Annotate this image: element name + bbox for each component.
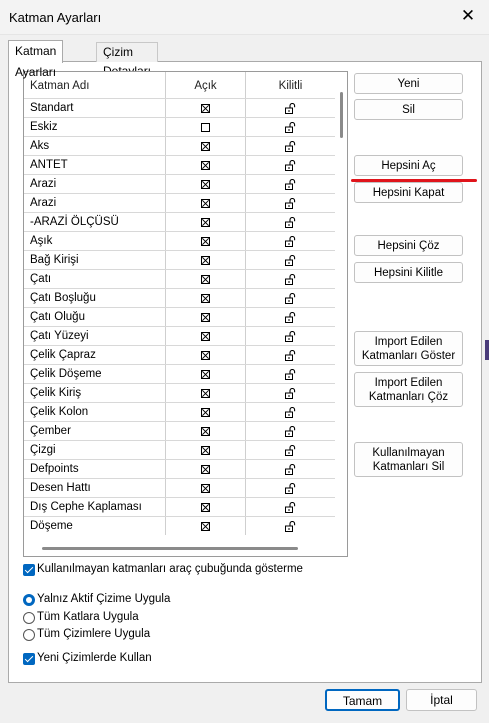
- layer-lock-cell[interactable]: [246, 460, 335, 478]
- layer-open-cell: [166, 384, 247, 402]
- layer-lock-cell[interactable]: [246, 308, 335, 326]
- layer-row[interactable]: [24, 459, 335, 478]
- layer-open-cell: [166, 346, 247, 364]
- x-checkbox-icon[interactable]: [201, 180, 210, 189]
- button-label-line-2: Katmanları Göster: [361, 349, 456, 362]
- open-padlock-icon: [285, 103, 297, 114]
- layer-open-cell: [166, 232, 247, 250]
- layer-open-cell: [166, 327, 247, 345]
- layer-lock-cell[interactable]: [246, 498, 335, 516]
- layer-row[interactable]: [24, 383, 335, 402]
- layer-row[interactable]: [24, 155, 335, 174]
- lock-all-button[interactable]: Hepsini Kilitle: [354, 262, 463, 283]
- use-in-new-drawings-label: Yeni Çizimlerde Kullan: [37, 652, 152, 664]
- layer-row[interactable]: [24, 478, 335, 497]
- layer-name: Bağ Kirişi: [24, 251, 166, 269]
- layer-row[interactable]: [24, 288, 335, 307]
- layer-open-cell: [166, 517, 247, 535]
- layer-name: Desen Hattı: [24, 479, 166, 497]
- unlock-imported-layers-button[interactable]: [354, 372, 463, 407]
- layer-name: Standart: [24, 99, 166, 117]
- list-rows: [24, 98, 335, 535]
- x-checkbox-icon[interactable]: [201, 503, 210, 512]
- open-padlock-icon: [285, 217, 297, 228]
- use-in-new-drawings-checkbox[interactable]: [23, 653, 35, 665]
- open-padlock-icon: [285, 274, 297, 285]
- button-label-line-1: Import Edilen: [374, 335, 443, 348]
- layer-lock-cell[interactable]: [246, 479, 335, 497]
- tab-layer-settings[interactable]: Katman Ayarları: [8, 40, 63, 63]
- x-checkbox-icon[interactable]: [201, 484, 210, 493]
- open-padlock-icon: [285, 293, 297, 304]
- show-all-button[interactable]: Hepsini Aç: [354, 155, 463, 176]
- layer-row[interactable]: [24, 421, 335, 440]
- x-checkbox-icon[interactable]: [201, 313, 210, 322]
- layer-lock-cell[interactable]: [246, 289, 335, 307]
- radio-all-drawings[interactable]: [23, 629, 35, 641]
- layer-row[interactable]: [24, 307, 335, 326]
- layer-lock-cell[interactable]: [246, 327, 335, 345]
- layer-name: Çelik Kolon: [24, 403, 166, 421]
- scroll-thumb[interactable]: [42, 547, 298, 550]
- open-padlock-icon: [285, 464, 297, 475]
- layer-lock-cell[interactable]: [246, 232, 335, 250]
- layer-row[interactable]: [24, 345, 335, 364]
- x-checkbox-icon[interactable]: [201, 427, 210, 436]
- layer-open-cell: [166, 194, 247, 212]
- ok-button[interactable]: Tamam: [325, 689, 400, 711]
- layer-lock-cell[interactable]: [246, 137, 335, 155]
- layer-open-cell: [166, 460, 247, 478]
- x-checkbox-icon[interactable]: [201, 408, 210, 417]
- layer-row[interactable]: [24, 364, 335, 383]
- layer-lock-cell[interactable]: [246, 517, 335, 535]
- layer-open-cell: [166, 156, 247, 174]
- layer-lock-cell[interactable]: [246, 118, 335, 136]
- layer-row[interactable]: [24, 250, 335, 269]
- layer-lock-cell[interactable]: [246, 156, 335, 174]
- empty-checkbox-icon[interactable]: [201, 123, 210, 132]
- open-padlock-icon: [285, 141, 297, 152]
- layer-name: Çelik Çapraz: [24, 346, 166, 364]
- layer-name: Çatı Oluğu: [24, 308, 166, 326]
- layer-lock-cell[interactable]: [246, 175, 335, 193]
- x-checkbox-icon[interactable]: [201, 237, 210, 246]
- layer-name: Çatı Yüzeyi: [24, 327, 166, 345]
- background-window-edge: [485, 340, 489, 360]
- x-checkbox-icon[interactable]: [201, 161, 210, 170]
- layer-row[interactable]: [24, 402, 335, 421]
- hide-unused-checkbox[interactable]: [23, 564, 35, 576]
- layer-name: Çelik Döşeme: [24, 365, 166, 383]
- layer-open-cell: [166, 308, 247, 326]
- layer-lock-cell[interactable]: [246, 346, 335, 364]
- layer-name: Dış Cephe Kaplaması: [24, 498, 166, 516]
- open-padlock-icon: [285, 350, 297, 361]
- x-checkbox-icon[interactable]: [201, 446, 210, 455]
- x-checkbox-icon[interactable]: [201, 522, 210, 531]
- cancel-button[interactable]: İptal: [406, 689, 477, 711]
- layer-name: Arazi: [24, 194, 166, 212]
- x-checkbox-icon[interactable]: [201, 275, 210, 284]
- hide-unused-label: Kullanılmayan katmanları araç çubuğunda gösterme: [37, 563, 303, 575]
- layer-open-cell: [166, 498, 247, 516]
- open-padlock-icon: [285, 426, 297, 437]
- layer-name: Defpoints: [24, 460, 166, 478]
- layer-open-cell: [166, 479, 247, 497]
- x-checkbox-icon[interactable]: [201, 199, 210, 208]
- button-label-line-1: Import Edilen: [374, 376, 443, 389]
- tab-drawing-details[interactable]: Çizim: [96, 42, 158, 62]
- button-label-line-1: Kullanılmayan: [372, 446, 445, 459]
- layer-open-cell: [166, 137, 247, 155]
- layer-open-cell: [166, 99, 247, 117]
- layer-name: -ARAZİ ÖLÇÜSÜ: [24, 213, 166, 231]
- layer-lock-cell[interactable]: [246, 422, 335, 440]
- layer-open-cell: [166, 441, 247, 459]
- layer-open-cell: [166, 118, 247, 136]
- layer-row[interactable]: [24, 231, 335, 250]
- column-header-locked[interactable]: Kilitli: [278, 80, 303, 92]
- radio-all-drawings-label: Tüm Çizimlere Uygula: [37, 628, 151, 640]
- layer-name: Çatı: [24, 270, 166, 288]
- open-padlock-icon: [285, 198, 297, 209]
- layer-row[interactable]: [24, 326, 335, 345]
- layer-open-cell: [166, 365, 247, 383]
- x-checkbox-icon[interactable]: [201, 294, 210, 303]
- vertical-scrollbar[interactable]: [335, 72, 347, 542]
- open-padlock-icon: [285, 179, 297, 190]
- x-checkbox-icon[interactable]: [201, 256, 210, 265]
- open-padlock-icon: [285, 255, 297, 266]
- layer-row[interactable]: [24, 136, 335, 155]
- layer-open-cell: [166, 270, 247, 288]
- button-label-line-2: Katmanları Sil: [372, 460, 445, 473]
- layer-lock-cell[interactable]: [246, 213, 335, 231]
- layer-row[interactable]: [24, 117, 335, 136]
- close-icon[interactable]: ✕: [460, 6, 476, 25]
- x-checkbox-icon[interactable]: [201, 104, 210, 113]
- layer-lock-cell[interactable]: [246, 270, 335, 288]
- layer-lock-cell[interactable]: [246, 384, 335, 402]
- open-padlock-icon: [285, 369, 297, 380]
- window-title: Katman Ayarları: [9, 10, 102, 25]
- radio-all-floors[interactable]: [23, 612, 35, 624]
- open-padlock-icon: [285, 502, 297, 513]
- open-padlock-icon: [285, 122, 297, 133]
- layer-lock-cell[interactable]: [246, 365, 335, 383]
- open-padlock-icon: [285, 445, 297, 456]
- layer-open-cell: [166, 251, 247, 269]
- layer-row[interactable]: [24, 193, 335, 212]
- layer-lock-cell[interactable]: [246, 251, 335, 269]
- layer-open-cell: [166, 403, 247, 421]
- layer-open-cell: [166, 175, 247, 193]
- layer-row[interactable]: [24, 497, 335, 516]
- radio-all-floors-label: Tüm Katlara Uygula: [37, 611, 139, 623]
- layer-open-cell: [166, 422, 247, 440]
- button-label-line-2: Katmanları Çöz: [368, 390, 449, 403]
- new-button[interactable]: Yeni: [354, 73, 463, 94]
- show-imported-layers-button[interactable]: [354, 331, 463, 366]
- hide-all-button[interactable]: Hepsini Kapat: [354, 182, 463, 203]
- layer-lock-cell[interactable]: [246, 403, 335, 421]
- layer-list[interactable]: [23, 71, 348, 557]
- layer-name: Döşeme: [24, 517, 166, 535]
- open-padlock-icon: [285, 521, 297, 532]
- open-padlock-icon: [285, 407, 297, 418]
- delete-button[interactable]: Sil: [354, 99, 463, 120]
- layer-row[interactable]: [24, 174, 335, 193]
- layer-lock-cell[interactable]: [246, 99, 335, 117]
- delete-unused-layers-button[interactable]: [354, 442, 463, 477]
- layer-row[interactable]: [24, 269, 335, 288]
- layer-name: Çelik Kiriş: [24, 384, 166, 402]
- layer-row[interactable]: [24, 516, 335, 535]
- column-header-name[interactable]: Katman Adı: [24, 72, 166, 98]
- layer-row[interactable]: [24, 98, 335, 117]
- x-checkbox-icon[interactable]: [201, 389, 210, 398]
- open-padlock-icon: [285, 312, 297, 323]
- list-header: [24, 72, 335, 98]
- open-padlock-icon: [285, 483, 297, 494]
- unlock-all-button[interactable]: Hepsini Çöz: [354, 235, 463, 256]
- radio-active-drawing[interactable]: [23, 594, 35, 606]
- layer-name: Eskiz: [24, 118, 166, 136]
- x-checkbox-icon[interactable]: [201, 142, 210, 151]
- layer-name: Aşık: [24, 232, 166, 250]
- open-padlock-icon: [285, 160, 297, 171]
- scroll-thumb[interactable]: [340, 92, 343, 138]
- layer-lock-cell[interactable]: [246, 194, 335, 212]
- x-checkbox-icon[interactable]: [201, 465, 210, 474]
- layer-name: Arazi: [24, 175, 166, 193]
- open-padlock-icon: [285, 331, 297, 342]
- layer-row[interactable]: [24, 212, 335, 231]
- title-bar: [0, 0, 489, 35]
- layer-open-cell: [166, 289, 247, 307]
- layer-name: Aks: [24, 137, 166, 155]
- layer-row[interactable]: [24, 440, 335, 459]
- x-checkbox-icon[interactable]: [201, 370, 210, 379]
- layer-lock-cell[interactable]: [246, 441, 335, 459]
- x-checkbox-icon[interactable]: [201, 332, 210, 341]
- open-padlock-icon: [285, 388, 297, 399]
- layer-name: Çizgi: [24, 441, 166, 459]
- layer-open-cell: [166, 213, 247, 231]
- x-checkbox-icon[interactable]: [201, 218, 210, 227]
- column-header-open[interactable]: Açık: [166, 72, 246, 98]
- radio-active-drawing-label: Yalnız Aktif Çizime Uygula: [37, 593, 171, 605]
- layer-name: Çember: [24, 422, 166, 440]
- layer-name: ANTET: [24, 156, 166, 174]
- open-padlock-icon: [285, 236, 297, 247]
- horizontal-scrollbar[interactable]: [24, 542, 347, 556]
- layer-name: Çatı Boşluğu: [24, 289, 166, 307]
- x-checkbox-icon[interactable]: [201, 351, 210, 360]
